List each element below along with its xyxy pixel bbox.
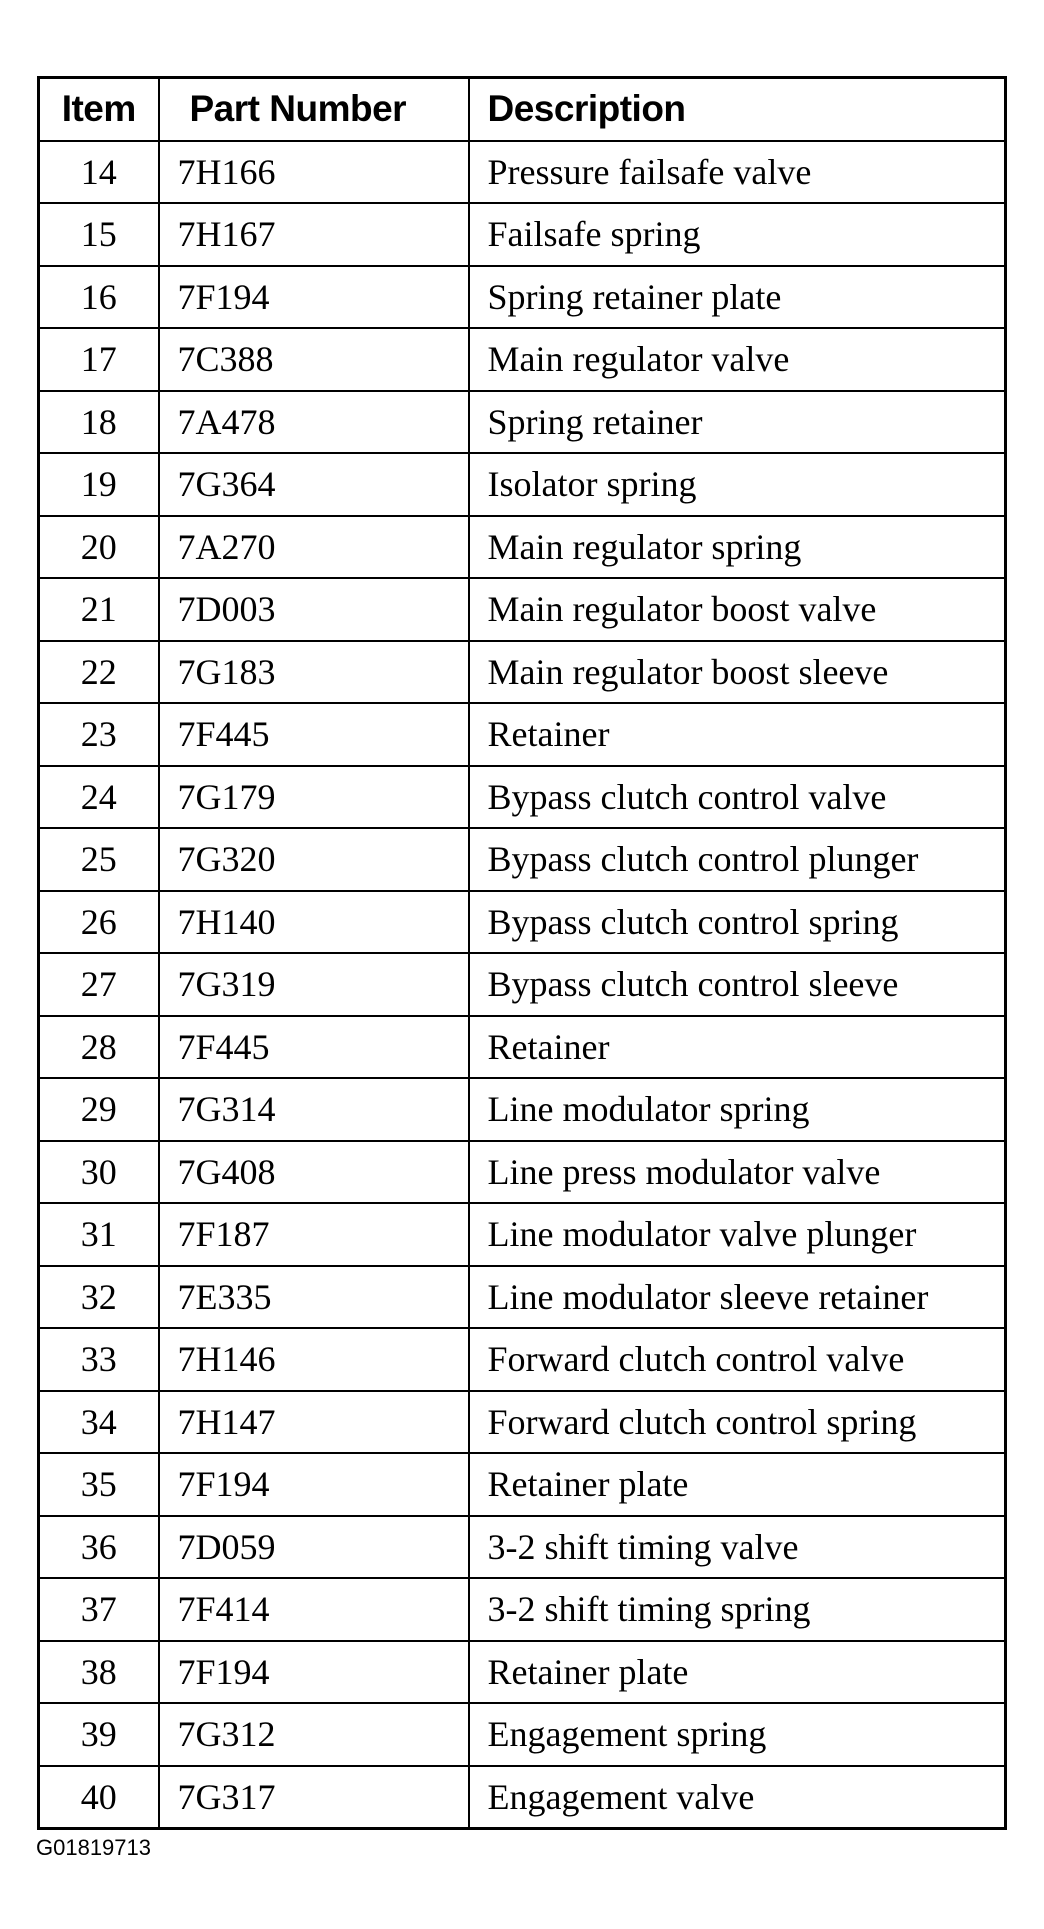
item-cell: 38	[39, 1641, 159, 1704]
description-cell: Forward clutch control spring	[469, 1391, 1006, 1454]
description-cell: Main regulator boost valve	[469, 578, 1006, 641]
item-cell: 26	[39, 891, 159, 954]
part-number-cell: 7G183	[159, 641, 469, 704]
item-cell: 15	[39, 203, 159, 266]
part-number-cell: 7F187	[159, 1203, 469, 1266]
table-row	[39, 516, 1006, 579]
table-row	[39, 328, 1006, 391]
part-number-cell: 7G319	[159, 953, 469, 1016]
parts-table	[37, 76, 1007, 1830]
table-row	[39, 453, 1006, 516]
description-cell: Pressure failsafe valve	[469, 141, 1006, 204]
part-number-cell: 7G314	[159, 1078, 469, 1141]
part-number-cell: 7G320	[159, 828, 469, 891]
part-number-cell: 7F194	[159, 266, 469, 329]
item-cell: 16	[39, 266, 159, 329]
item-cell: 17	[39, 328, 159, 391]
header-row	[39, 78, 1006, 141]
part-number-cell: 7D003	[159, 578, 469, 641]
table-row	[39, 703, 1006, 766]
item-cell: 28	[39, 1016, 159, 1079]
part-number-cell: 7F194	[159, 1453, 469, 1516]
table-row	[39, 203, 1006, 266]
description-cell: Line modulator sleeve retainer	[469, 1266, 1006, 1329]
item-cell: 36	[39, 1516, 159, 1579]
table-body	[39, 141, 1006, 1829]
item-cell: 21	[39, 578, 159, 641]
table-row	[39, 1203, 1006, 1266]
description-cell: Bypass clutch control valve	[469, 766, 1006, 829]
part-number-cell: 7H140	[159, 891, 469, 954]
part-number-cell: 7H166	[159, 141, 469, 204]
table-row	[39, 1516, 1006, 1579]
item-cell: 23	[39, 703, 159, 766]
table-row	[39, 641, 1006, 704]
item-cell: 40	[39, 1766, 159, 1829]
figure-id: G01819713	[36, 1835, 151, 1860]
part-number-cell: 7D059	[159, 1516, 469, 1579]
description-cell: Bypass clutch control plunger	[469, 828, 1006, 891]
part-number-cell: 7H147	[159, 1391, 469, 1454]
item-cell: 34	[39, 1391, 159, 1454]
description-cell: Main regulator boost sleeve	[469, 641, 1006, 704]
description-cell: Failsafe spring	[469, 203, 1006, 266]
table-row	[39, 1078, 1006, 1141]
description-cell: Engagement valve	[469, 1766, 1006, 1829]
part-number-cell: 7C388	[159, 328, 469, 391]
item-cell: 32	[39, 1266, 159, 1329]
description-cell: Line modulator spring	[469, 1078, 1006, 1141]
description-cell: Engagement spring	[469, 1703, 1006, 1766]
description-cell: Bypass clutch control spring	[469, 891, 1006, 954]
item-cell: 18	[39, 391, 159, 454]
item-cell: 29	[39, 1078, 159, 1141]
item-cell: 22	[39, 641, 159, 704]
part-number-cell: 7G408	[159, 1141, 469, 1204]
part-number-cell: 7F445	[159, 703, 469, 766]
description-cell: Line press modulator valve	[469, 1141, 1006, 1204]
table-row	[39, 953, 1006, 1016]
item-cell: 14	[39, 141, 159, 204]
description-cell: Spring retainer	[469, 391, 1006, 454]
part-number-cell: 7H167	[159, 203, 469, 266]
table-row	[39, 766, 1006, 829]
item-cell: 25	[39, 828, 159, 891]
table-row	[39, 1141, 1006, 1204]
item-cell: 33	[39, 1328, 159, 1391]
table-row	[39, 1703, 1006, 1766]
table-row	[39, 141, 1006, 204]
item-cell: 31	[39, 1203, 159, 1266]
part-number-cell: 7G364	[159, 453, 469, 516]
item-cell: 35	[39, 1453, 159, 1516]
description-cell: Forward clutch control valve	[469, 1328, 1006, 1391]
table-row	[39, 1266, 1006, 1329]
part-number-cell: 7G179	[159, 766, 469, 829]
table-row	[39, 828, 1006, 891]
table-row	[39, 266, 1006, 329]
table-row	[39, 1578, 1006, 1641]
table-row	[39, 1641, 1006, 1704]
item-cell: 37	[39, 1578, 159, 1641]
item-cell: 39	[39, 1703, 159, 1766]
part-number-cell: 7E335	[159, 1266, 469, 1329]
table-row	[39, 1016, 1006, 1079]
table-row	[39, 1328, 1006, 1391]
description-cell: Retainer	[469, 1016, 1006, 1079]
table-row	[39, 578, 1006, 641]
part-number-cell: 7H146	[159, 1328, 469, 1391]
part-number-cell: 7A270	[159, 516, 469, 579]
part-number-cell: 7F194	[159, 1641, 469, 1704]
part-number-cell: 7F445	[159, 1016, 469, 1079]
description-cell: Retainer	[469, 703, 1006, 766]
column-header-item: Item	[39, 78, 159, 141]
description-cell: Main regulator valve	[469, 328, 1006, 391]
description-cell: Retainer plate	[469, 1641, 1006, 1704]
item-cell: 30	[39, 1141, 159, 1204]
table-row	[39, 1453, 1006, 1516]
description-cell: Spring retainer plate	[469, 266, 1006, 329]
part-number-cell: 7G312	[159, 1703, 469, 1766]
description-cell: Retainer plate	[469, 1453, 1006, 1516]
description-cell: 3-2 shift timing valve	[469, 1516, 1006, 1579]
description-cell: Isolator spring	[469, 453, 1006, 516]
table-row	[39, 891, 1006, 954]
item-cell: 24	[39, 766, 159, 829]
table-row	[39, 391, 1006, 454]
description-cell: Main regulator spring	[469, 516, 1006, 579]
part-number-cell: 7A478	[159, 391, 469, 454]
part-number-cell: 7F414	[159, 1578, 469, 1641]
item-cell: 27	[39, 953, 159, 1016]
description-cell: Bypass clutch control sleeve	[469, 953, 1006, 1016]
column-header-part-number: Part Number	[159, 78, 469, 141]
description-cell: Line modulator valve plunger	[469, 1203, 1006, 1266]
table-row	[39, 1766, 1006, 1829]
item-cell: 19	[39, 453, 159, 516]
item-cell: 20	[39, 516, 159, 579]
column-header-description: Description	[469, 78, 1006, 141]
description-cell: 3-2 shift timing spring	[469, 1578, 1006, 1641]
table-row	[39, 1391, 1006, 1454]
part-number-cell: 7G317	[159, 1766, 469, 1829]
